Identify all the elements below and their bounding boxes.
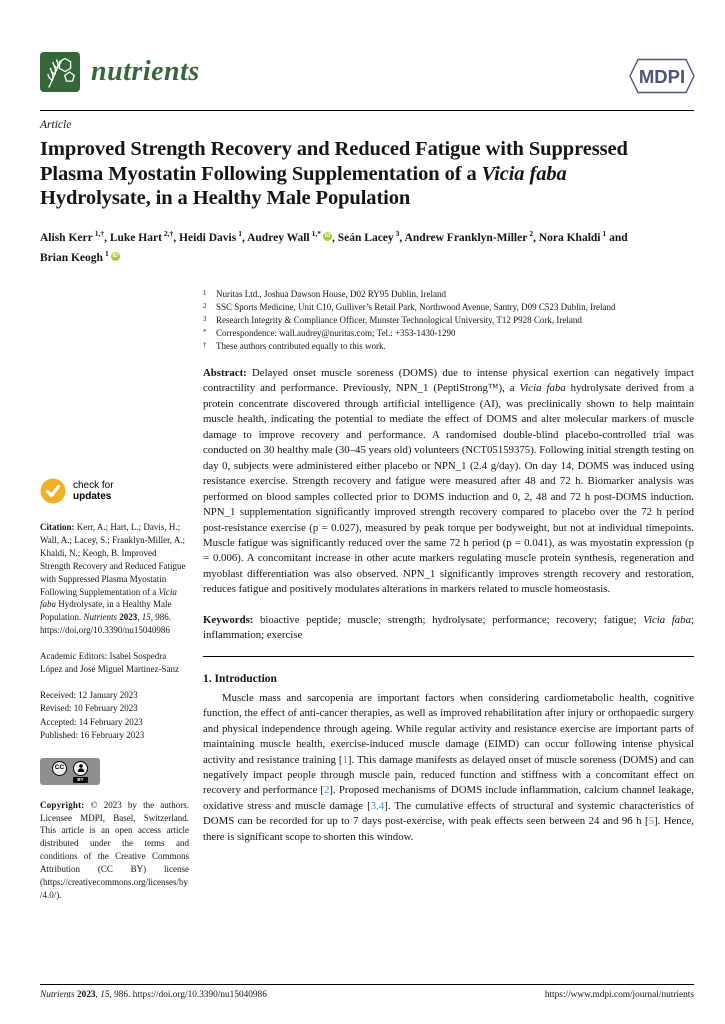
- author: Brian Keogh $^1$ iD: [40, 249, 118, 265]
- check-for-updates-badge[interactable]: [40, 478, 136, 504]
- footer-doi-link[interactable]: https://doi.org/10.3390/nu15040986: [132, 990, 267, 1000]
- page-title: Improved Strength Recovery and Reduced Fatigue with Suppressed Plasma Myostatin Following Supplementation of a Vicia faba Hydrolysate, in a Healthy Male Population: [40, 138, 628, 209]
- author-list: [40, 226, 656, 267]
- academic-editors: Academic Editors: Isabel Sospedra López and José Miguel Martínez-Sanz: [40, 651, 179, 675]
- affiliation: 3 Research Integrity & Compliance Officer, Munster Technological University, T12 P928 Cork, Ireland: [203, 315, 582, 325]
- by-tag: BY: [73, 777, 88, 783]
- author: Nora Khaldi $^1$ and: [538, 229, 628, 244]
- check-for-updates-label: check for updates: [73, 480, 114, 502]
- author: Alish Kerr $^{1,\dagger}$,: [40, 229, 110, 244]
- keywords: Keywords: bioactive peptide; muscle; strength; hydrolysate; performance; recovery; fatigue; Vicia faba; inflammation; exercise: [203, 613, 694, 642]
- person-icon: [73, 761, 88, 776]
- published-date: Published: 16 February 2023: [40, 730, 145, 741]
- doi-link[interactable]: https://doi.org/10.3390/nu15040986: [40, 625, 170, 636]
- cc-by-license-badge[interactable]: [40, 758, 100, 785]
- copyright-notice: Copyright: © 2023 by the authors. Licensee MDPI, Basel, Switzerland. This article is an open access article distributed under the terms and conditions of the Creative Commons Attribution (CC BY) license (https://creativecommons.org/licenses/by/4.0/).: [40, 799, 189, 900]
- author: Luke Hart $^{2,\dagger}$,: [109, 229, 180, 244]
- article-type-label: Article: [40, 119, 72, 131]
- author: Andrew Franklyn-Miller $^2$,: [404, 229, 539, 244]
- author: Seán Lacey $^3$,: [337, 229, 405, 244]
- footer-citation: Nutrients 2023, 15, 986. https://doi.org/10.3390/nu15040986: [40, 990, 267, 1000]
- citation-link[interactable]: 3,4: [370, 799, 385, 812]
- abstract: Abstract: Delayed onset muscle soreness (DOMS) due to intense physical exertion can negatively impact contractility and performance. Previously, NPN_1 (PeptiStrong™), a Vicia faba hydrolysate derived from a protein concentrate discovered through artificial intelligence (AI), was preclinically shown to help maintain muscle health, indicating the potential to mediate the effect of DOMS and alter molecular markers of muscle damage to improve recovery and performance. A randomised double-blind placebo-controlled trial was conducted on 30 healthy male (30–45 years old) volunteers (NCT05159375). Following initial strength testing on day 0, subjects were administered either placebo or NPN_1 (2.4 g/day). On day 14, DOMS was induced using resistance exercise. Strength recovery and fatigue were measured after 48 and 72 h. Biomarker analysis was performed on blood samples collected prior to DOMS induction and 0, 2, 48 and 72 h post-DOMS induction. NPN_1 supplementation significantly improved strength recovery compared to placebo over the 72 h period post-resistance exercise (p = 0.027), measured by peak torque per bodyweight, but not at individual timepoints. Muscle fatigue was significantly reduced over the same 72 h period (p = 0.041), as was myostatin expression (p = 0.006). A concomitant increase in other acute markers regulating muscle protein synthesis, regeneration and myoblast differentiation was also observed. NPN_1 significantly improves strength recovery and restoration, reduces fatigue and positively modulates alterations in markers related to muscle homeostasis.: [203, 367, 694, 596]
- journal-logo: [40, 52, 200, 92]
- journal-name: nutrients: [91, 56, 200, 87]
- main-column: [203, 288, 694, 902]
- wheat-molecule-icon: [40, 52, 80, 92]
- correspondence: * Correspondence: wall.audrey@nuritas.com; Tel.: +353-1430-1290: [203, 327, 694, 340]
- cc-icon: CC: [52, 761, 67, 776]
- equal-contribution-note: † These authors contributed equally to this work.: [203, 341, 386, 351]
- keywords-divider: [203, 656, 694, 657]
- footer-journal-url[interactable]: https://www.mdpi.com/journal/nutrients: [544, 990, 694, 1000]
- received-date: Received: 12 January 2023: [40, 689, 138, 700]
- citation-block: Citation: Kerr, A.; Hart, L.; Davis, H.; Wall, A.; Lacey, S.; Franklyn-Miller, A.; Khaldi, N.; Keogh, B. Improved Strength Recovery and Reduced Fatigue with Suppressed Plasma Myostatin Following Supplementation of a Vicia faba Hydrolysate, in a Healthy Male Population. Nutrients 2023, 15, 986. https://doi.org/10.3390/nu15040986: [40, 522, 186, 636]
- sidebar: [40, 288, 189, 902]
- author: Audrey Wall $^{1,*}$ iD ,: [247, 229, 338, 244]
- affiliation: 2 SSC Sports Medicine, Unit C10, Gulliver’s Retail Park, Northwood Avenue, Santry, D09 C523 Dublin, Ireland: [203, 302, 616, 312]
- orcid-icon[interactable]: iD: [324, 232, 331, 239]
- mdpi-logo: [629, 56, 695, 96]
- affiliation: 1 Nuritas Ltd., Joshua Dawson House, D02 RY95 Dublin, Ireland: [203, 289, 446, 299]
- accepted-date: Accepted: 14 February 2023: [40, 716, 143, 727]
- correspondence-email[interactable]: Correspondence: wall.audrey@nuritas.com; Tel.: +353-1430-1290: [216, 328, 456, 338]
- section-heading-introduction: 1. Introduction: [203, 672, 277, 685]
- citation-link[interactable]: 1: [342, 753, 348, 766]
- citation-link[interactable]: 5: [648, 815, 654, 828]
- header-divider: [40, 110, 694, 111]
- intro-paragraph: Muscle mass and sarcopenia are important factors when considering cardiometabolic health, cognitive function, the effect of anti-cancer therapies, as well as improved rehabilitation after injury or orthopaedic surgery and physical independence through ageing. While regular activity and resistance exercise are important parts of maintaining muscle health, exercise-induced muscle damage (EIMD) can occur following intense physical activity and resistance training [1]. This damage manifests as delayed onset of muscle soreness (DOMS) and can negatively impact people through muscle pain, reduced function and stiffness with a concomitant effect on recovery and performance [2]. Proposed mechanisms of DOMS include inflammation, calcium channel leakage, oxidative stress and muscle damage [3,4]. The cumulative effects of structural and systemic characteristics of DOMS can be recorded for up to 7 days post-exercise, with peak effects seen between 24 and 96 h [5]. Hence, there is significant scope to shorten this window.: [203, 691, 695, 843]
- footer: [40, 990, 694, 1000]
- author: Heidi Davis $^1$,: [179, 229, 248, 244]
- article-history: [40, 689, 189, 743]
- citation-link[interactable]: 2: [324, 784, 330, 797]
- svg-text:MDPI: MDPI: [638, 66, 686, 87]
- revised-date: Revised: 10 February 2023: [40, 703, 138, 714]
- orcid-icon[interactable]: iD: [112, 253, 118, 260]
- check-icon: [40, 478, 66, 504]
- footer-divider: [40, 984, 694, 985]
- affiliation-list: [203, 288, 694, 353]
